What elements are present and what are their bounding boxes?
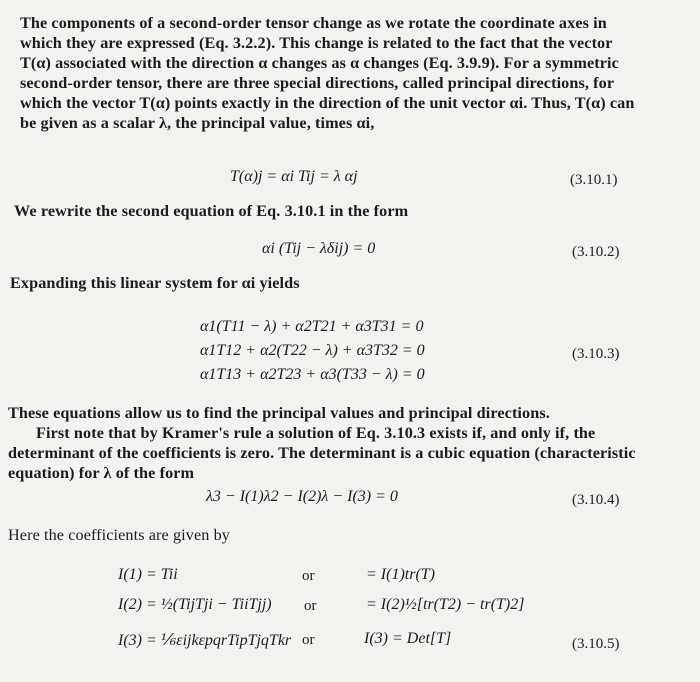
rewrite-text: We rewrite the second equation of Eq. 3.10.1 in the form xyxy=(14,202,409,220)
equation-number-3-10-3: (3.10.3) xyxy=(572,346,620,362)
equation-3-10-5-row-2-right: = I(2)½[tr(T2) − tr(T)2] xyxy=(366,596,525,613)
coefficients-text: Here the coefficients are given by xyxy=(8,526,230,544)
equation-number-3-10-4: (3.10.4) xyxy=(572,492,620,508)
equation-3-10-5-row-1-right: = I(1)tr(T) xyxy=(366,566,436,583)
principal-line-4: equation) for λ of the form xyxy=(8,464,195,482)
equation-number-3-10-1: (3.10.1) xyxy=(570,172,618,188)
equation-3-10-3-row-2: α1T12 + α2(T22 − λ) + α3T32 = 0 xyxy=(200,342,425,359)
equation-3-10-4: λ3 − I(1)λ2 − I(2)λ − I(3) = 0 xyxy=(206,488,398,505)
equation-3-10-3-row-1: α1(T11 − λ) + α2T21 + α3T31 = 0 xyxy=(200,318,424,335)
equation-3-10-3-row-3: α1T13 + α2T23 + α3(T33 − λ) = 0 xyxy=(200,366,425,383)
intro-line-2: which they are expressed (Eq. 3.2.2). This change is related to the fact that the vector xyxy=(20,34,613,52)
principal-line-1: These equations allow us to find the principal values and principal directions. xyxy=(8,404,550,422)
equation-number-3-10-5: (3.10.5) xyxy=(572,636,620,652)
equation-3-10-5-or-3: or xyxy=(302,632,315,648)
intro-line-4: second-order tensor, there are three special directions, called principal directions, for xyxy=(20,74,615,92)
principal-line-3: determinant of the coefficients is zero. The determinant is a cubic equation (characteristic xyxy=(8,444,636,462)
intro-line-1: The components of a second-order tensor change as we rotate the coordinate axes in xyxy=(20,14,607,32)
equation-3-10-2: αi (Tij − λδij) = 0 xyxy=(262,240,376,257)
equation-3-10-5-or-2: or xyxy=(304,598,317,614)
equation-3-10-5-row-3-right: I(3) = Det[T] xyxy=(364,630,452,647)
equation-3-10-5-row-1-left: I(1) = Tii xyxy=(118,566,178,583)
equation-3-10-5-row-2-left: I(2) = ½(TijTji − TiiTjj) xyxy=(118,596,272,613)
intro-line-3: T(α) associated with the direction α changes as α changes (Eq. 3.9.9). For a symmetric xyxy=(20,54,619,72)
intro-line-6: be given as a scalar λ, the principal value, times αi, xyxy=(20,114,375,132)
expand-text: Expanding this linear system for αi yields xyxy=(10,274,300,292)
intro-line-5: which the vector T(α) points exactly in the direction of the unit vector αi. Thus, T(α) can xyxy=(20,94,635,112)
equation-3-10-5-row-3-left: I(3) = ⅙εijkεpqrTipTjqTkr xyxy=(118,632,292,649)
equation-3-10-1: T(α)j = αi Tij = λ αj xyxy=(230,168,358,185)
principal-line-2: First note that by Kramer's rule a solution of Eq. 3.10.3 exists if, and only if, the xyxy=(36,424,596,442)
equation-3-10-5-or-1: or xyxy=(302,568,315,584)
equation-number-3-10-2: (3.10.2) xyxy=(572,244,620,260)
